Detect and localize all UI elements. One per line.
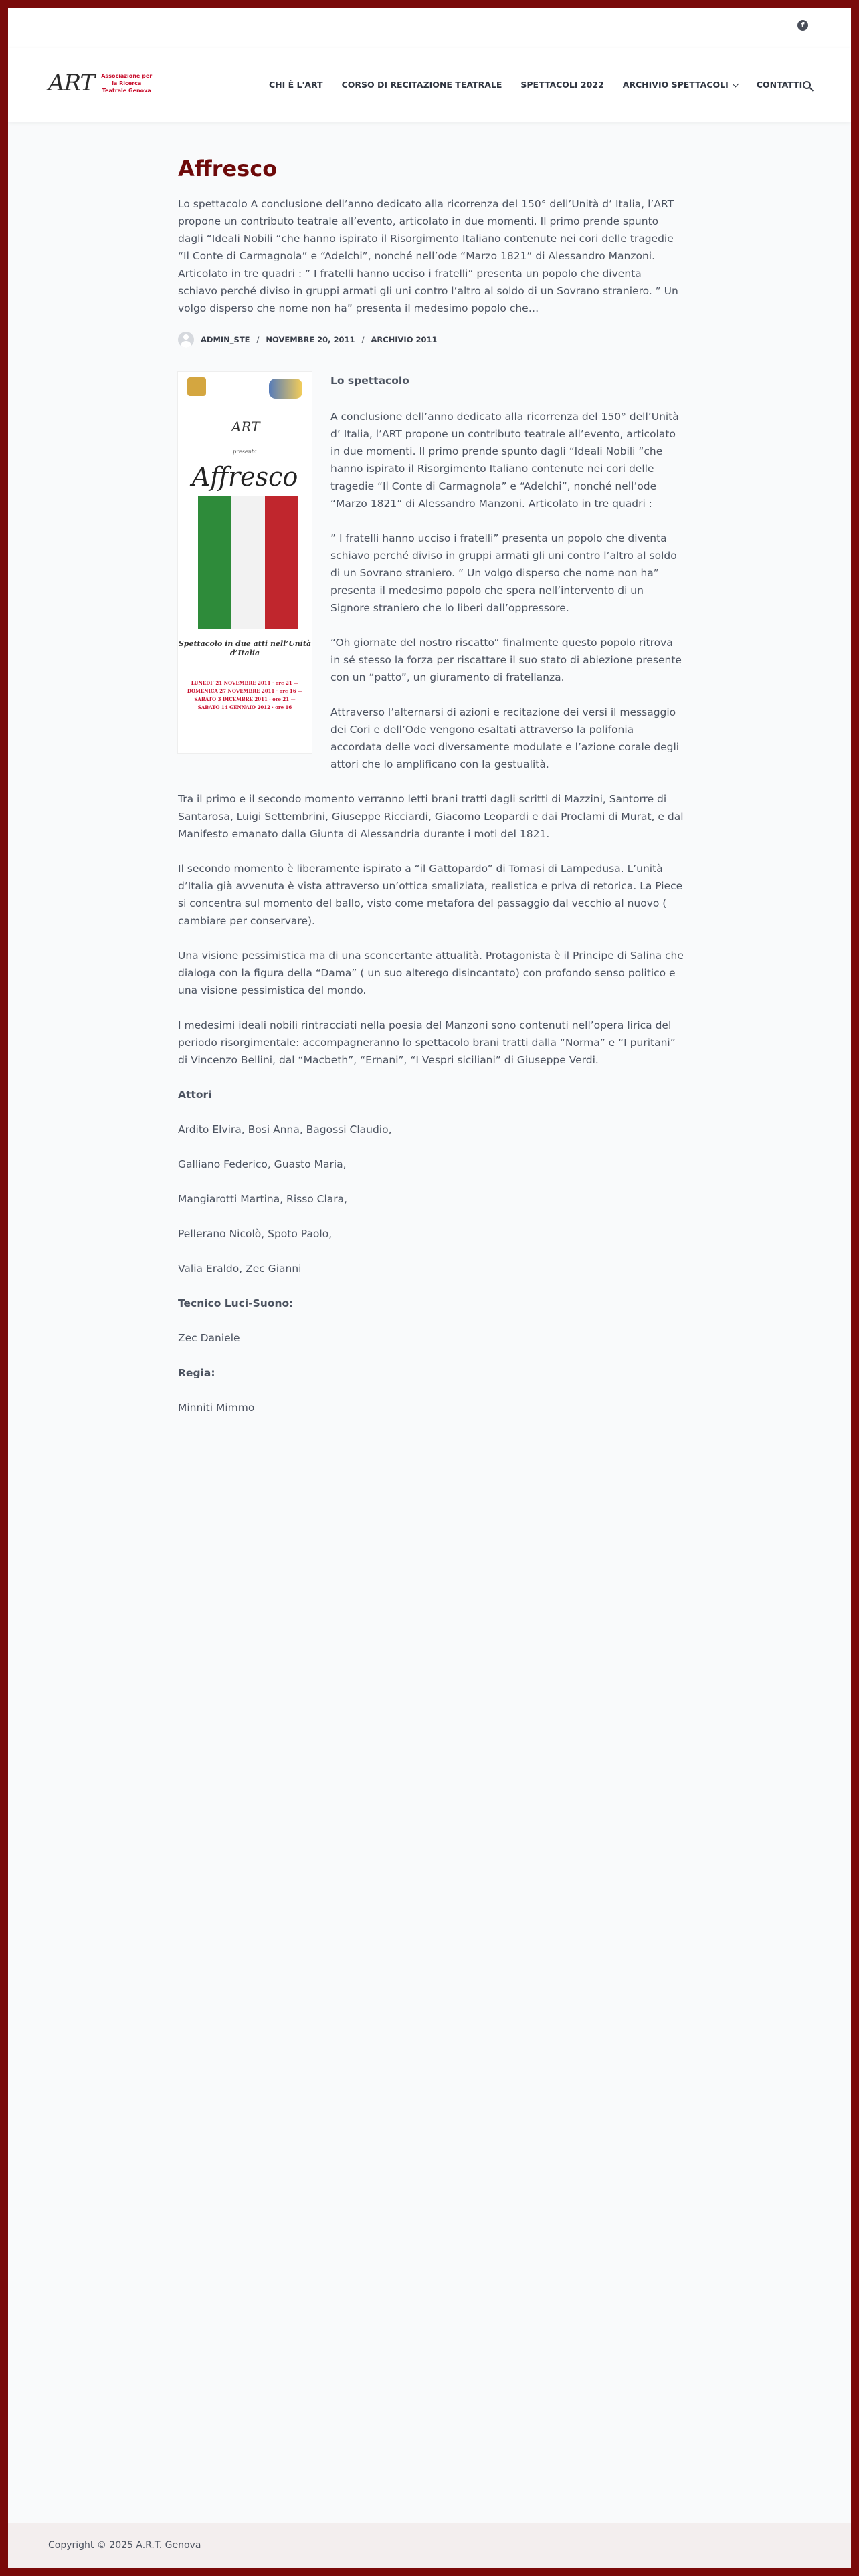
main-header bbox=[8, 48, 851, 122]
flag-white bbox=[231, 496, 265, 629]
facebook-icon[interactable]: f bbox=[797, 20, 808, 31]
nav-item-chi-e-art[interactable]: CHI È L'ART bbox=[269, 80, 323, 90]
article-paragraph: A conclusione dell’anno dedicato alla ricorrenza del 150° dell’Unità d’ Italia, l’ART propone un contributo teatrale all’evento, articolato in due momenti. Il primo prende spunto dagli “Ideali Nobili “che hanno ispirato il Risorgimento Italiano contenute nei cori delle tragedie “Il Conte di Carmagnola” e “Adelchi”, nonché nell’ode “Marzo 1821” di Alessandro Manzoni. Articolato in tre quadri : bbox=[330, 411, 679, 510]
poster-subtitle: Spettacolo in due atti nell’Unità d’Italia bbox=[178, 639, 312, 657]
post-excerpt: Lo spettacolo A conclusione dell’anno dedicato alla ricorrenza del 150° dell’Unità d’ Italia, l’ART propone un contributo teatrale all’evento, articolato in due momenti. Il primo prende spunto dagli “Ideali Nobili “che hanno ispirato il Risorgimento Italiano contenute nei cori delle tragedie “Il Conte di Carmagnola” e “Adelchi”, nonché nell’ode “Marzo 1821” di Alessandro Manzoni. Articolato in tre quadri : ” I fratelli hanno ucciso i fratelli” presenta un popolo che diventa schiavo perché diviso in gruppi armati gli uni contro l’altro al soldo di un Sovrano straniero. ” Un volgo disperso che nome non ha” presenta il medesimo popolo che… bbox=[178, 198, 678, 314]
article-paragraph: Tra il primo e il secondo momento verranno letti brani tratti dagli scritti di Mazzini, Santorre di Santarosa, Luigi Settembrini, Giuseppe Ricciardi, Giacomo Leopardi e dai Proclami di Murat, e dal Manifesto emanato dalla Giunta di Alessandria durante i moti del 1821. bbox=[178, 793, 684, 840]
nav-item-corso-recitazione[interactable]: CORSO DI RECITAZIONE TEATRALE bbox=[341, 80, 502, 90]
copyright-text: Copyright © 2025 A.R.T. Genova bbox=[48, 2540, 201, 2551]
tech-name: Zec Daniele bbox=[178, 1332, 240, 1344]
director-name: Minniti Mimmo bbox=[178, 1402, 255, 1414]
avatar bbox=[178, 332, 194, 348]
actor-line: Mangiarotti Martina, Risso Clara, bbox=[178, 1193, 348, 1205]
logo-text: Associazione per la Ricerca Teatrale Genova bbox=[101, 72, 153, 94]
poster-image[interactable] bbox=[178, 372, 312, 753]
post-meta bbox=[178, 332, 684, 348]
actors-heading: Attori bbox=[178, 1089, 212, 1101]
poster-title: Affresco bbox=[191, 462, 298, 492]
nav-item-archivio-label: ARCHIVIO SPETTACOLI bbox=[622, 80, 729, 90]
actor-line: Valia Eraldo, Zec Gianni bbox=[178, 1263, 302, 1275]
site-footer bbox=[8, 2523, 851, 2568]
article-heading: Lo spettacolo bbox=[330, 374, 409, 387]
top-bar bbox=[8, 8, 851, 48]
poster-presenta: presenta bbox=[233, 449, 257, 455]
crest-icon bbox=[187, 377, 206, 396]
nav-item-archivio-spettacoli[interactable] bbox=[623, 80, 738, 90]
meta-separator: / bbox=[256, 335, 260, 344]
flag-red bbox=[265, 496, 298, 629]
post-date: NOVEMBRE 20, 2011 bbox=[266, 335, 355, 344]
article-paragraph: “Oh giornate del nostro riscatto” finalmente questo popolo ritrova in sé stesso la forza per riscattare il suo stato di abiezione presente con un “patto”, un giuramento di fratellanza. bbox=[330, 637, 682, 683]
article-paragraph: ” I fratelli hanno ucciso i fratelli” presenta un popolo che diventa schiavo perché diviso in gruppi armati gli uni contro l’altro al soldo di un Sovrano straniero. ” Un volgo disperso che nome non ha” presenta il medesimo popolo che spera nell’intervento di un Signore straniero che lo liberi dall’oppressore. bbox=[330, 532, 677, 614]
post-content bbox=[178, 155, 684, 1434]
actor-line: Pellerano Nicolò, Spoto Paolo, bbox=[178, 1228, 332, 1240]
article-paragraph: Attraverso l’alternarsi di azioni e recitazione dei versi il messaggio dei Cori e dell’Ode vengono esaltati attraverso la polifonia accordata delle voci diversamente modulate e l’azione corale degli attori che lo amplificano con la gestualità. bbox=[330, 706, 680, 770]
nav-item-contatti[interactable]: CONTATTI bbox=[756, 80, 803, 90]
badge-icon bbox=[269, 379, 302, 399]
article-paragraph: I medesimi ideali nobili rintracciati nella poesia del Manzoni sono contenuti nell’opera lirica del periodo risorgimentale: accompagneranno lo spettacolo brani tratti dalla “Norma” e “I puritani” di Vincenzo Bellini, dal “Macbeth”, “Ernani”, “I Vespri siciliani” di Giuseppe Verdi. bbox=[178, 1019, 676, 1066]
category-link[interactable]: ARCHIVIO 2011 bbox=[371, 335, 438, 344]
poster-art: ART bbox=[231, 419, 260, 435]
page-title: Affresco bbox=[178, 156, 278, 181]
actor-line: Ardito Elvira, Bosi Anna, Bagossi Claudio, bbox=[178, 1123, 392, 1136]
article-body bbox=[178, 372, 684, 1416]
flag-green bbox=[198, 496, 231, 629]
article-paragraph: Una visione pessimistica ma di una sconcertante attualità. Protagonista è il Principe di Salina che dialoga con la figura della “Dama” ( un suo alterego disincantato) con profondo senso politico e una visione pessimistica del mondo. bbox=[178, 950, 684, 996]
article-paragraph: Il secondo momento è liberamente ispirato a “il Gattopardo” di Tomasi di Lampedusa. L’unità d’Italia già avvenuta è vista attraverso un’ottica smaliziata, realistica e priva di retorica. La Piece si concentra sul momento del ballo, visto come metafora del passaggio dal vecchio al nuovo ( cambiare per conservare). bbox=[178, 863, 683, 927]
actor-line: Galliano Federico, Guasto Maria, bbox=[178, 1158, 347, 1170]
main-nav bbox=[269, 80, 821, 90]
italian-flag-icon bbox=[198, 496, 298, 629]
tech-heading: Tecnico Luci-Suono: bbox=[178, 1297, 294, 1309]
logo-mark: ART bbox=[48, 70, 95, 96]
director-heading: Regia: bbox=[178, 1367, 215, 1379]
meta-separator: / bbox=[361, 335, 365, 344]
site-logo[interactable] bbox=[48, 70, 153, 96]
chevron-down-icon bbox=[732, 80, 739, 87]
search-icon[interactable] bbox=[803, 81, 811, 89]
author-link[interactable]: ADMIN_STE bbox=[201, 335, 250, 344]
poster-dates: LUNEDI’ 21 NOVEMBRE 2011 · ore 21 — DOMENICA 27 NOVEMBRE 2011 · ore 16 — SABATO 3 DICEMBRE 2011 · ore 21 — SABATO 14 GENNAIO 2012 · ore 16 bbox=[187, 680, 303, 710]
nav-item-spettacoli-2022[interactable]: SPETTACOLI 2022 bbox=[520, 80, 604, 90]
page-frame bbox=[8, 8, 851, 2568]
